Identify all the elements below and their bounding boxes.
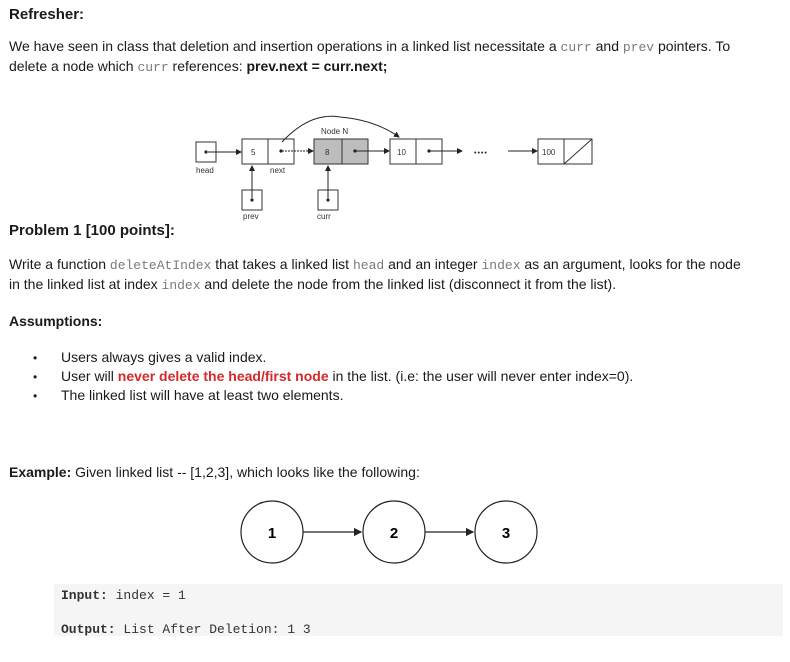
node-label: 2 — [389, 525, 399, 542]
code-index: index — [481, 258, 521, 273]
example-intro: Example: Given linked list -- [1,2,3], which looks like the following: — [9, 464, 420, 480]
bullet-icon: • — [33, 389, 38, 403]
example-input: Input: index = 1 — [61, 588, 186, 603]
example-list-diagram — [0, 490, 790, 580]
linked-list-diagram — [0, 0, 790, 230]
code-head: head — [352, 258, 385, 273]
emphasis-text: never delete the head/first node — [117, 368, 329, 384]
node-value: 5 — [251, 148, 256, 157]
node-label: 1 — [267, 525, 277, 542]
next-label: next — [270, 166, 286, 175]
bullet-icon: • — [33, 370, 38, 384]
null-slash — [564, 139, 592, 164]
ellipsis-dots: •••• — [474, 150, 488, 157]
code-function-name: deleteAtIndex — [109, 258, 212, 273]
head-label: head — [196, 166, 214, 175]
code-index: index — [161, 278, 201, 293]
node-value: 8 — [325, 148, 330, 157]
problem-paragraph: Write a function deleteAtIndex that takes a linked list head and an integer index as an argument, looks for the node in the linked list at index index and delete the node from the linked list (disconnect it from the list). — [9, 256, 741, 293]
node-value: 100 — [542, 148, 556, 157]
refresher-paragraph: We have seen in class that deletion and insertion operations in a linked list necessitate a curr and prev pointers. To delete a node which curr references: prev.next = curr.next; — [9, 38, 731, 75]
code-prev: prev — [622, 40, 655, 55]
example-output: Output: List After Deletion: 1 3 — [61, 622, 311, 637]
problem-heading: Problem 1 [100 points]: — [9, 222, 175, 239]
deletion-statement: prev.next = curr.next; — [246, 58, 388, 74]
refresher-heading: Refresher: — [9, 6, 85, 23]
node-value: 10 — [397, 148, 406, 157]
assumption-item: Users always gives a valid index. — [61, 349, 267, 365]
assumptions-heading: Assumptions: — [9, 313, 103, 329]
assumption-item: User will never delete the head/first node in the list. (i.e: the user will never enter index=0). — [61, 368, 634, 384]
code-curr: curr — [560, 40, 592, 55]
code-curr: curr — [137, 60, 169, 75]
assumption-item: The linked list will have at least two elements. — [61, 387, 344, 403]
node-n-label: Node N — [321, 127, 349, 136]
prev-label: prev — [243, 212, 259, 221]
node-label: 3 — [501, 525, 511, 542]
bullet-icon: • — [33, 351, 38, 365]
curr-label: curr — [317, 212, 331, 221]
